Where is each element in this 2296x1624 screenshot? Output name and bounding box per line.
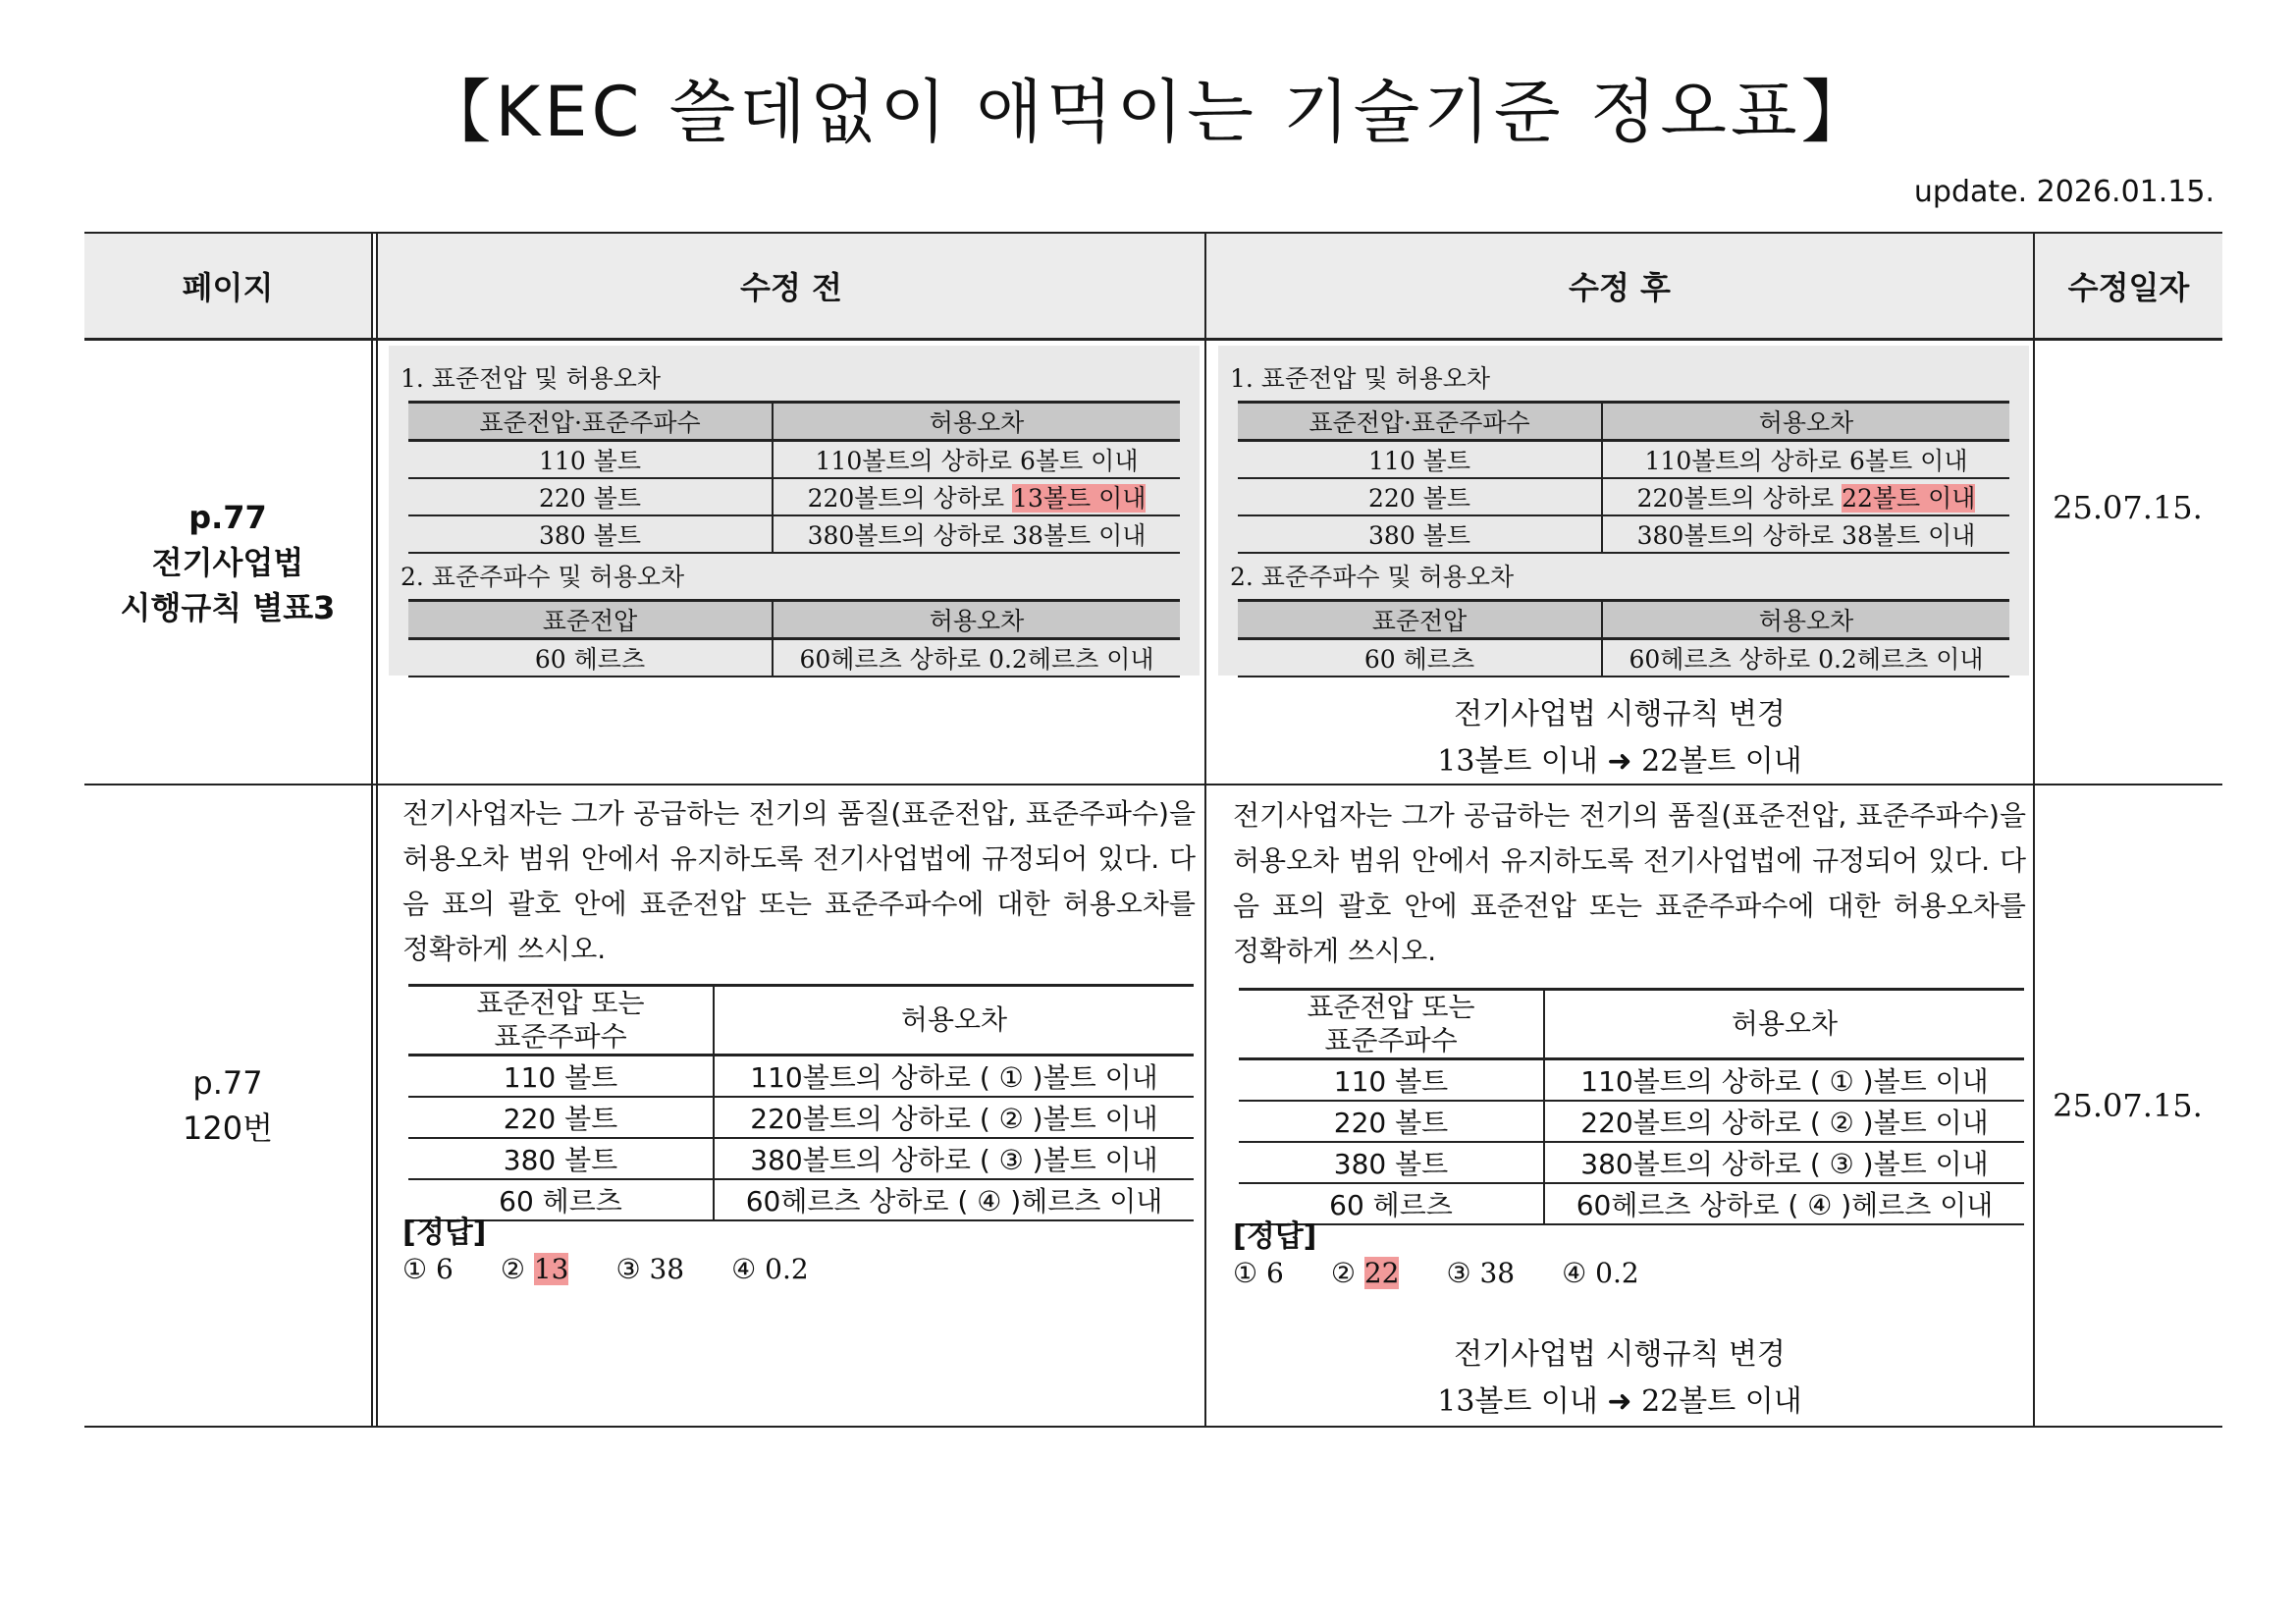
change-from: 13볼트 이내 bbox=[1437, 1384, 1598, 1419]
q-standard-cell: 110 볼트 bbox=[408, 1056, 714, 1098]
row2-page-question: 120번 bbox=[183, 1110, 273, 1147]
q-col-head-line2: 표준주파수 bbox=[494, 1020, 627, 1053]
change-from: 13볼트 이내 bbox=[1437, 744, 1598, 779]
section-2-title: 2. 표준주파수 및 허용오차 bbox=[400, 563, 685, 591]
row1-date: 25.07.15. bbox=[2053, 489, 2203, 526]
col-divider-page bbox=[371, 232, 373, 1428]
tolerance-col-head: 허용오차 bbox=[773, 601, 1180, 639]
row2-after-question: 전기사업자는 그가 공급하는 전기의 품질(표준전압, 표준주파수)을 허용오차 범위 안에서 유지하도록 전기사업법에 규정되어 있다. 다음 표의 괄호 안에 표준전압 또는 표준주파수에 대한 허용오차를 정확하게 쓰시오. bbox=[1233, 799, 2026, 967]
section-1-title: 1. 표준전압 및 허용오차 bbox=[400, 364, 662, 393]
tolerance-cell: 110볼트의 상하로 6볼트 이내 bbox=[773, 441, 1180, 479]
frequency-col-head: 표준전압 bbox=[1238, 601, 1602, 639]
voltage-cell: 220 볼트 bbox=[1238, 478, 1602, 515]
tolerance-cell: 60헤르츠 상하로 0.2헤르츠 이내 bbox=[773, 639, 1180, 677]
tolerance-col-head: 허용오차 bbox=[1602, 601, 2009, 639]
voltage-cell: 110 볼트 bbox=[408, 441, 773, 479]
tolerance-cell bbox=[1602, 478, 2009, 515]
row1-page-law: 전기사업법 bbox=[151, 543, 304, 581]
row2-change-note bbox=[1206, 1331, 2033, 1426]
header-before: 수정 전 bbox=[378, 234, 1204, 338]
voltage-cell: 380 볼트 bbox=[408, 515, 773, 553]
tolerance-text: 220볼트의 상하로 bbox=[807, 484, 1013, 513]
q-standard-cell: 380 볼트 bbox=[1239, 1142, 1544, 1183]
q-tolerance-cell: 220볼트의 상하로 ( ② )볼트 이내 bbox=[1544, 1101, 2024, 1142]
q-col-head-line2: 표준주파수 bbox=[1324, 1024, 1458, 1056]
q-tolerance-cell: 60헤르츠 상하로 ( ④ )헤르츠 이내 bbox=[714, 1179, 1194, 1220]
tolerance-col-head: 허용오차 bbox=[773, 403, 1180, 441]
highlight-before: 13볼트 이내 bbox=[1012, 484, 1147, 513]
voltage-cell: 380 볼트 bbox=[1238, 515, 1602, 553]
arrow-right-icon: ➜ bbox=[1607, 744, 1632, 779]
header-after: 수정 후 bbox=[1206, 234, 2033, 338]
answer-2-prefix: ② bbox=[1330, 1257, 1364, 1289]
frequency-cell: 60 헤르츠 bbox=[1238, 639, 1602, 677]
q-tolerance-cell: 60헤르츠 상하로 ( ④ )헤르츠 이내 bbox=[1544, 1183, 2024, 1224]
q-tolerance-cell: 110볼트의 상하로 ( ① )볼트 이내 bbox=[1544, 1059, 2024, 1102]
q-standard-cell: 220 볼트 bbox=[408, 1097, 714, 1138]
voltage-cell: 220 볼트 bbox=[408, 478, 773, 515]
tolerance-cell: 380볼트의 상하로 38볼트 이내 bbox=[773, 515, 1180, 553]
change-to: 22볼트 이내 bbox=[1641, 1384, 1802, 1419]
answer-2-highlight: 22 bbox=[1363, 1257, 1400, 1289]
row2-before-question: 전기사업자는 그가 공급하는 전기의 품질(표준전압, 표준주파수)을 허용오차 범위 안에서 유지하도록 전기사업법에 규정되어 있다. 다음 표의 괄호 안에 표준전압 또는 표준주파수에 대한 허용오차를 정확하게 쓰시오. bbox=[402, 797, 1196, 965]
q-standard-cell: 60 헤르츠 bbox=[1239, 1183, 1544, 1224]
q-tolerance-cell: 380볼트의 상하로 ( ③ )볼트 이내 bbox=[1544, 1142, 2024, 1183]
arrow-right-icon: ➜ bbox=[1607, 1384, 1632, 1419]
answer-3: ③ 38 bbox=[615, 1253, 685, 1285]
answer-1: ① 6 bbox=[1233, 1257, 1284, 1289]
row2-page-ref: p.77 bbox=[192, 1064, 263, 1102]
tolerance-col-head: 허용오차 bbox=[1602, 403, 2009, 441]
q-col-head-standard bbox=[408, 986, 714, 1056]
row1-page-ref: p.77 bbox=[188, 498, 267, 536]
header-date: 수정일자 bbox=[2035, 234, 2222, 338]
voltage-table bbox=[1238, 401, 2009, 554]
change-note-title: 전기사업법 시행규칙 변경 bbox=[1454, 1337, 1786, 1372]
row2-page bbox=[84, 785, 371, 1426]
frequency-cell: 60 헤르츠 bbox=[408, 639, 773, 677]
q-col-head-line1: 표준전압 또는 bbox=[476, 987, 645, 1019]
answer-4: ④ 0.2 bbox=[1562, 1257, 1639, 1289]
frequency-col-head: 표준전압 bbox=[408, 601, 773, 639]
q-col-head-standard bbox=[1239, 990, 1544, 1059]
change-note-title: 전기사업법 시행규칙 변경 bbox=[1454, 697, 1786, 731]
row2-before-answer-label: [정답] bbox=[402, 1216, 487, 1250]
q-col-head-tolerance: 허용오차 bbox=[1544, 990, 2024, 1059]
row2-before-answers bbox=[402, 1253, 856, 1285]
q-standard-cell: 60 헤르츠 bbox=[408, 1179, 714, 1220]
answer-2-prefix: ② bbox=[500, 1253, 534, 1285]
row2-after-answer-label: [정답] bbox=[1233, 1219, 1317, 1254]
q-standard-cell: 220 볼트 bbox=[1239, 1101, 1544, 1142]
row2-after-question-table bbox=[1239, 988, 2024, 1225]
section-1-title: 1. 표준전압 및 허용오차 bbox=[1230, 364, 1491, 393]
q-tolerance-cell: 220볼트의 상하로 ( ② )볼트 이내 bbox=[714, 1097, 1194, 1138]
answer-2-highlight: 13 bbox=[533, 1253, 569, 1285]
tolerance-cell: 60헤르츠 상하로 0.2헤르츠 이내 bbox=[1602, 639, 2009, 677]
tolerance-cell: 110볼트의 상하로 6볼트 이내 bbox=[1602, 441, 2009, 479]
highlight-after: 22볼트 이내 bbox=[1842, 484, 1976, 513]
row1-change-note bbox=[1206, 691, 2033, 785]
voltage-col-head: 표준전압·표준주파수 bbox=[1238, 403, 1602, 441]
change-note-detail bbox=[1206, 1379, 2033, 1426]
row2-date: 25.07.15. bbox=[2053, 1087, 2203, 1124]
voltage-col-head: 표준전압·표준주파수 bbox=[408, 403, 773, 441]
errata-table bbox=[84, 232, 2222, 1428]
q-standard-cell: 110 볼트 bbox=[1239, 1059, 1544, 1102]
frequency-table bbox=[1238, 599, 2009, 677]
change-note-detail bbox=[1206, 738, 2033, 785]
answer-1: ① 6 bbox=[402, 1253, 454, 1285]
tolerance-text: 220볼트의 상하로 bbox=[1636, 484, 1842, 513]
row2-after-answers bbox=[1233, 1257, 1686, 1289]
tolerance-cell: 380볼트의 상하로 38볼트 이내 bbox=[1602, 515, 2009, 553]
change-to: 22볼트 이내 bbox=[1641, 744, 1802, 779]
voltage-cell: 110 볼트 bbox=[1238, 441, 1602, 479]
update-date: update. 2026.01.15. bbox=[1913, 175, 2215, 209]
header-page: 페이지 bbox=[84, 234, 371, 338]
col-divider-before-after bbox=[1204, 232, 1206, 1428]
answer-3: ③ 38 bbox=[1446, 1257, 1516, 1289]
q-col-head-tolerance: 허용오차 bbox=[714, 986, 1194, 1056]
answer-4: ④ 0.2 bbox=[731, 1253, 809, 1285]
table-bottom-border bbox=[84, 1426, 2222, 1428]
row1-after-snapshot bbox=[1218, 346, 2029, 676]
row1-page bbox=[84, 341, 371, 784]
tolerance-cell bbox=[773, 478, 1180, 515]
frequency-table bbox=[408, 599, 1180, 677]
col-divider-page-double bbox=[376, 232, 378, 1428]
header-bottom-border bbox=[84, 338, 2222, 341]
q-standard-cell: 380 볼트 bbox=[408, 1138, 714, 1179]
row1-before-snapshot bbox=[389, 346, 1200, 676]
voltage-table bbox=[408, 401, 1180, 554]
q-col-head-line1: 표준전압 또는 bbox=[1307, 991, 1475, 1023]
row1-page-annex: 시행규칙 별표3 bbox=[120, 588, 336, 626]
document-title: 【KEC 쓸데없이 애먹이는 기술기준 정오표】 bbox=[422, 72, 1874, 152]
section-2-title: 2. 표준주파수 및 허용오차 bbox=[1230, 563, 1515, 591]
q-tolerance-cell: 110볼트의 상하로 ( ① )볼트 이내 bbox=[714, 1056, 1194, 1098]
q-tolerance-cell: 380볼트의 상하로 ( ③ )볼트 이내 bbox=[714, 1138, 1194, 1179]
row2-before-question-table bbox=[408, 984, 1194, 1221]
